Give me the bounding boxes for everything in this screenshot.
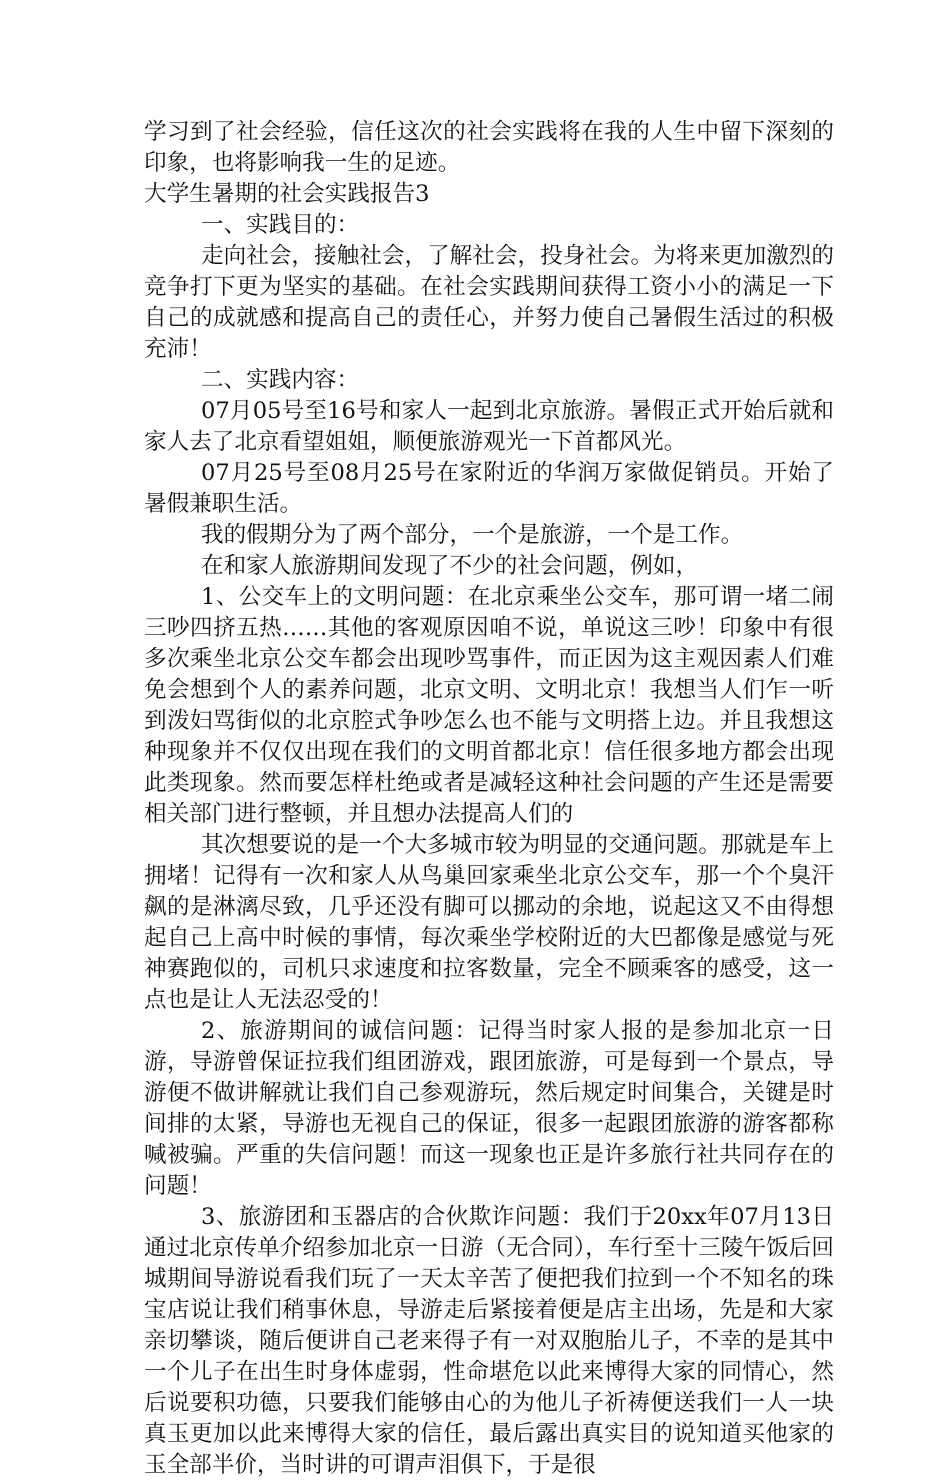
paragraph-holiday-parts: 我的假期分为了两个部分，一个是旅游，一个是工作。 [201, 522, 744, 548]
paragraph-social-problems-intro: 在和家人旅游期间发现了不少的社会问题，例如， [201, 553, 699, 579]
paragraph-promoter-job: 07月25号至08月25号在家附近的华润万家做促销员。开始了暑假兼职生活。 [144, 460, 834, 517]
document-body [144, 117, 834, 1481]
paragraph-tour-integrity: 2、旅游期间的诚信问题：记得当时家人报的是参加北京一日游，导游曾保证拉我们组团游戏，跟团旅游，可是每到一个景点，导游便不做讲解就让我们自己参观游玩，然后规定时间集合，关键是时间排的太紧，导游也无视自己的保证，很多一起跟团旅游的游客都称喊被骗。严重的失信问题！而这一现象也正是许多旅行社共同存在的问题！ [144, 1018, 834, 1199]
paragraph-beijing-trip: 07月05号至16号和家人一起到北京旅游。暑假正式开始后就和家人去了北京看望姐姐，顺便旅游观光一下首都风光。 [144, 398, 834, 455]
paragraph-bus-civility: 1、公交车上的文明问题：在北京乘坐公交车，那可谓一堵二闹三吵四挤五热……其他的客观原因咱不说，单说这三吵！印象中有很多次乘坐北京公交车都会出现吵骂事件，而正因为这主观因素人们难免会想到个人的素养问题，北京文明、文明北京！我想当人们乍一听到泼妇骂街似的北京腔式争吵怎么也不能与文明搭上边。并且我想这种现象并不仅仅出现在我们的文明首都北京！信任很多地方都会出现此类现象。然而要怎样杜绝或者是减轻这种社会问题的产生还是需要相关部门进行整顿，并且想办法提高人们的 [144, 584, 834, 827]
section-heading-content: 二、实践内容： [201, 367, 360, 393]
paragraph-purpose: 走向社会，接触社会，了解社会，投身社会。为将来更加激烈的竞争打下更为坚实的基础。在社会实践期间获得工资小小的满足一下自己的成就感和提高自己的责任心，并努力使自己暑假生活过的积极充沛！ [144, 243, 834, 362]
section-heading-purpose: 一、实践目的： [201, 212, 360, 238]
paragraph-intro-continuation: 学习到了社会经验，信任这次的社会实践将在我的人生中留下深刻的印象，也将影响我一生的足迹。 [144, 119, 834, 176]
paragraph-traffic-congestion: 其次想要说的是一个大多城市较为明显的交通问题。那就是车上拥堵！记得有一次和家人从鸟巢回家乘坐北京公交车，那一个个臭汗飙的是淋漓尽致，几乎还没有脚可以挪动的余地，说起这又不由得想起自己上高中时候的事情，每次乘坐学校附近的大巴都像是感觉与死神赛跑似的，司机只求速度和拉客数量，完全不顾乘客的感受，这一点也是让人无法忍受的！ [144, 832, 834, 1013]
report-title: 大学生暑期的社会实践报告3 [144, 181, 430, 207]
paragraph-jade-store-fraud: 3、旅游团和玉器店的合伙欺诈问题：我们于20xx年07月13日通过北京传单介绍参加北京一日游（无合同），车行至十三陵午饭后回城期间导游说看我们玩了一天太辛苦了便把我们拉到一个不知名的珠宝店说让我们稍事休息，导游走后紧接着便是店主出场，先是和大家亲切攀谈，随后便讲自己老来得子有一对双胞胎儿子，不幸的是其中一个儿子在出生时身体虚弱，性命堪危以此来博得大家的同情心，然后说要积功德，只要我们能够由心的为他儿子祈祷便送我们一人一块真玉更加以此来博得大家的信任，最后露出真实目的说知道买他家的玉全部半价，当时讲的可谓声泪俱下，于是很 [144, 1204, 834, 1478]
